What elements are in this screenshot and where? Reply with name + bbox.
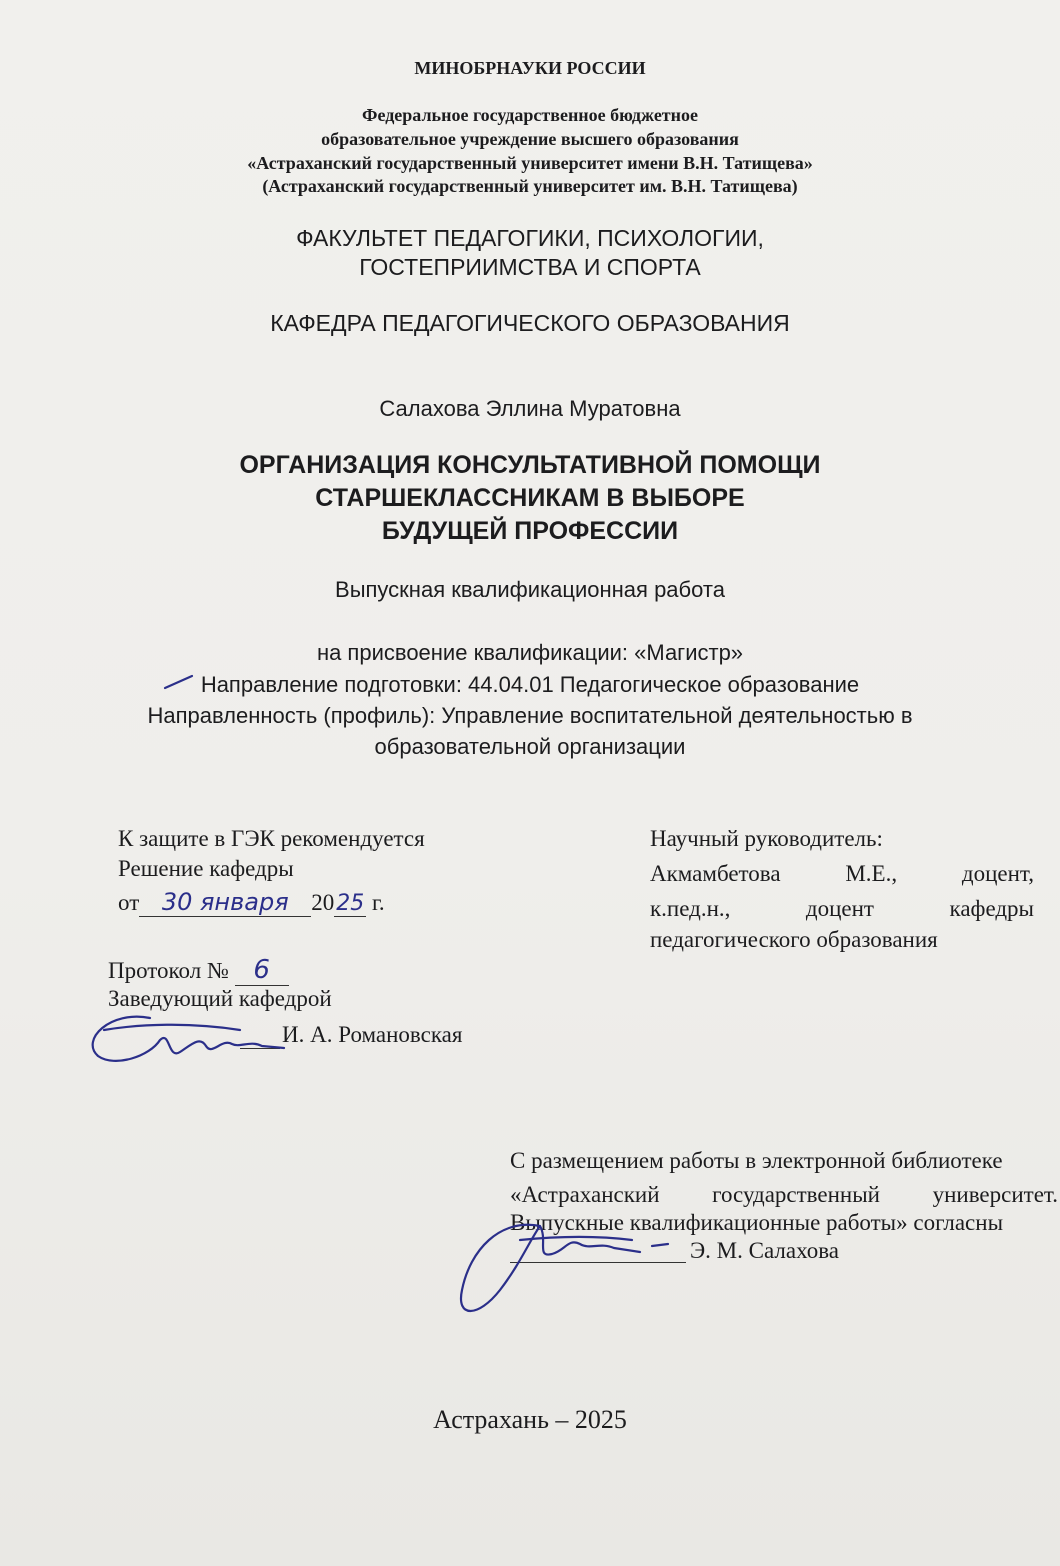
ministry-name: МИНОБРНАУКИ РОССИИ [414, 58, 646, 78]
institution-line-2: образовательное учреждение высшего образования [321, 129, 739, 149]
institution-line-4: (Астраханский государственный университет им. В.Н. Татищева) [262, 176, 798, 196]
author-signature [461, 1225, 668, 1311]
faculty-line-1: ФАКУЛЬТЕТ ПЕДАГОГИКИ, ПСИХОЛОГИИ, [296, 225, 764, 251]
faculty-line-2: ГОСТЕПРИИМСТВА И СПОРТА [359, 254, 701, 280]
supervisor-line-1: Акмамбетова М.Е., доцент, [650, 861, 1034, 886]
department-name: КАФЕДРА ПЕДАГОГИЧЕСКОГО ОБРАЗОВАНИЯ [270, 310, 790, 336]
thesis-title-line-2: СТАРШЕКЛАССНИКАМ В ВЫБОРЕ [315, 484, 745, 512]
work-type: Выпускная квалификационная работа [335, 577, 725, 602]
defense-recommended: К защите в ГЭК рекомендуется [118, 826, 425, 851]
supervisor-line-2: к.пед.н., доцент кафедры [650, 896, 1034, 921]
head-signature [93, 1017, 284, 1061]
handwritten-protocol-number: 6 [235, 955, 289, 986]
department-decision: Решение кафедры [118, 856, 294, 881]
head-of-department-name: И. А. Романовская [282, 1022, 463, 1047]
handwritten-date: 30 января [139, 888, 311, 917]
handwritten-year: 25 [336, 891, 365, 916]
city-year: Астрахань – 2025 [433, 1405, 627, 1434]
year-prefix: 20 [311, 890, 335, 915]
profile-line-1: Направленность (профиль): Управление воспитательной деятельностью в [147, 703, 913, 728]
profile-line-2: образовательной организации [374, 734, 686, 759]
institution-line-1: Федеральное государственное бюджетное [361, 105, 699, 125]
date-prefix: от [118, 890, 140, 915]
year-suffix: г. [372, 890, 385, 915]
training-direction: Направление подготовки: 44.04.01 Педагогическое образование [200, 672, 860, 697]
thesis-title-line-3: БУДУЩЕЙ ПРОФЕССИИ [381, 517, 679, 545]
thesis-title-line-1: ОРГАНИЗАЦИЯ КОНСУЛЬТАТИВНОЙ ПОМОЩИ [239, 451, 821, 479]
supervisor-line-3: педагогического образования [650, 927, 938, 952]
ink-tick [165, 676, 192, 688]
author-name: Салахова Эллина Муратовна [379, 396, 681, 421]
institution-line-3: «Астраханский государственный университет имени В.Н. Татищева» [247, 153, 813, 173]
consent-line-3: Выпускные квалификационные работы» согласны [510, 1210, 1004, 1235]
protocol-label: Протокол № [108, 958, 229, 983]
supervisor-label: Научный руководитель: [650, 826, 883, 851]
consent-author-name: Э. М. Салахова [690, 1238, 839, 1263]
consent-line-1: С размещением работы в электронной библиотеке [510, 1148, 1003, 1173]
consent-line-2: «Астраханский государственный университет. [510, 1182, 1058, 1207]
head-of-department-label: Заведующий кафедрой [108, 986, 332, 1011]
qualification: на присвоение квалификации: «Магистр» [316, 640, 744, 665]
